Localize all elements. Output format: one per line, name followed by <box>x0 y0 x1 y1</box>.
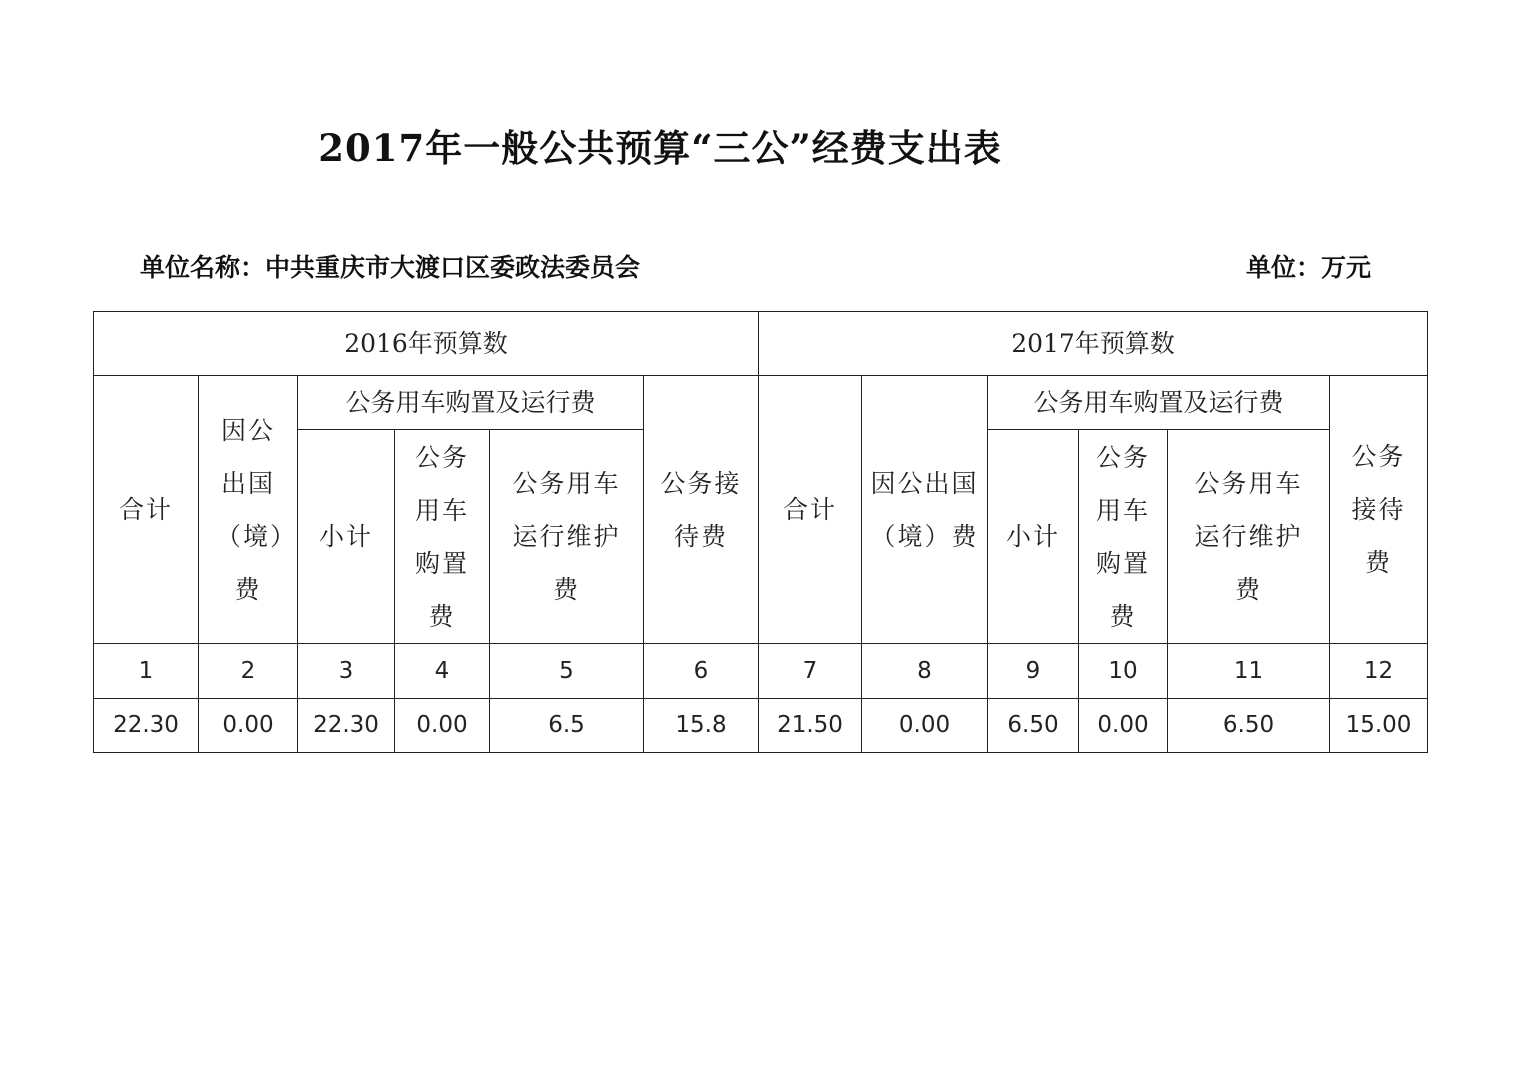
group-header-2016: 2016年预算数 <box>94 312 759 376</box>
table-row <box>94 699 1428 753</box>
table-group-header-row <box>94 312 1428 376</box>
header-2017-abroad: 因公出国（境）费 <box>862 376 988 644</box>
value-cell: 0.00 <box>199 699 298 753</box>
value-cell: 15.8 <box>644 699 759 753</box>
header-2017-vehicle-maintenance: 公务用车运行维护费 <box>1168 430 1330 644</box>
column-number-cell: 9 <box>988 644 1079 699</box>
document-title: 2017年一般公共预算“三公”经费支出表 <box>318 126 1002 170</box>
header-2017-reception: 公务接待费 <box>1330 376 1428 644</box>
group-header-2017: 2017年预算数 <box>759 312 1428 376</box>
column-number-cell: 11 <box>1168 644 1330 699</box>
budget-table <box>93 311 1428 753</box>
column-number-cell: 5 <box>490 644 644 699</box>
value-cell: 22.30 <box>298 699 395 753</box>
column-number-cell: 7 <box>759 644 862 699</box>
value-cell: 21.50 <box>759 699 862 753</box>
column-number-cell: 10 <box>1079 644 1168 699</box>
column-number-cell: 2 <box>199 644 298 699</box>
column-number-cell: 8 <box>862 644 988 699</box>
header-2016-vehicle-maintenance: 公务用车运行维护费 <box>490 430 644 644</box>
header-2016-vehicle-group: 公务用车购置及运行费 <box>298 376 644 430</box>
header-2016-abroad: 因公出国（境）费 <box>199 376 298 644</box>
header-2017-vehicle-group: 公务用车购置及运行费 <box>988 376 1330 430</box>
column-number-cell: 4 <box>395 644 490 699</box>
header-2016-vehicle-purchase: 公务用车购置费 <box>395 430 490 644</box>
column-number-cell: 1 <box>94 644 199 699</box>
value-cell: 0.00 <box>862 699 988 753</box>
header-2017-subtotal: 小计 <box>988 430 1079 644</box>
table-header-row <box>94 376 1428 430</box>
unit-name-label: 单位名称：中共重庆市大渡口区委政法委员会 <box>140 253 641 282</box>
header-2016-reception: 公务接待费 <box>644 376 759 644</box>
column-number-cell: 3 <box>298 644 395 699</box>
column-number-cell: 12 <box>1330 644 1428 699</box>
header-2017-vehicle-purchase: 公务用车购置费 <box>1079 430 1168 644</box>
column-number-cell: 6 <box>644 644 759 699</box>
value-cell: 6.50 <box>1168 699 1330 753</box>
header-2016-total: 合计 <box>94 376 199 644</box>
header-2016-subtotal: 小计 <box>298 430 395 644</box>
value-cell: 6.50 <box>988 699 1079 753</box>
column-number-row <box>94 644 1428 699</box>
value-cell: 6.5 <box>490 699 644 753</box>
value-cell: 22.30 <box>94 699 199 753</box>
header-2017-total: 合计 <box>759 376 862 644</box>
value-cell: 0.00 <box>1079 699 1168 753</box>
value-cell: 15.00 <box>1330 699 1428 753</box>
value-cell: 0.00 <box>395 699 490 753</box>
currency-unit-label: 单位：万元 <box>1246 253 1372 282</box>
